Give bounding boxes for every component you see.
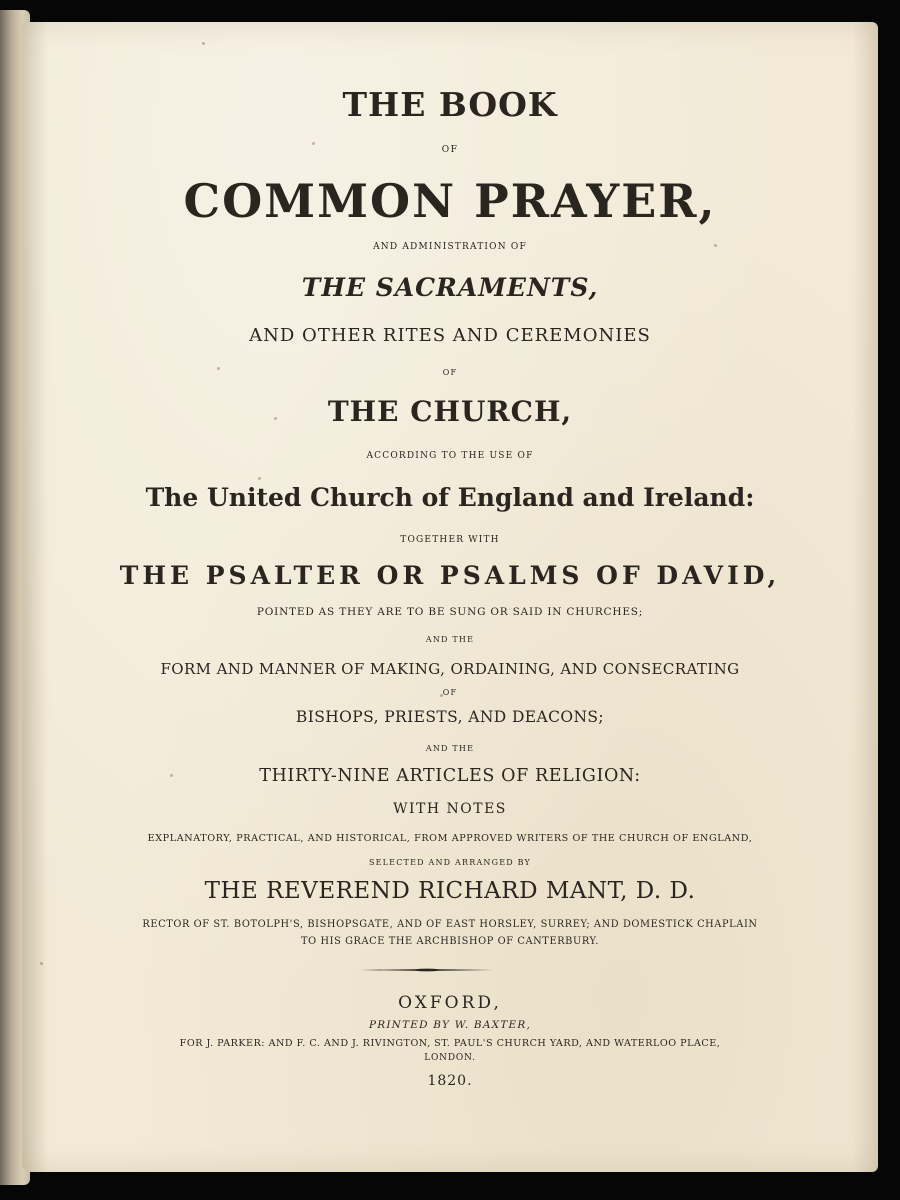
title-line-form-and-manner: FORM AND MANNER OF MAKING, ORDAINING, AND CONSECRATING: [160, 660, 740, 678]
title-line-with-notes: WITH NOTES: [393, 801, 507, 817]
title-line-rites: AND OTHER RITES AND CEREMONIES: [249, 325, 651, 346]
title-line-of-2: OF: [442, 368, 458, 377]
title-line-rector: RECTOR OF ST. BOTOLPH'S, BISHOPSGATE, AND OF EAST HORSLEY, SURREY; AND DOMESTICK CHAPLAIN: [142, 919, 758, 930]
title-line-pointed: POINTED AS THEY ARE TO BE SUNG OR SAID IN CHURCHES;: [256, 606, 644, 618]
imprint-city: LONDON.: [424, 1053, 476, 1063]
title-line-articles: THIRTY-NINE ARTICLES OF RELIGION:: [259, 766, 641, 786]
paper-speck: [258, 477, 261, 480]
title-line-common-prayer: COMMON PRAYER,: [183, 174, 717, 228]
title-line-administration: AND ADMINISTRATION OF: [373, 242, 527, 252]
imprint-printer: PRINTED BY W. BAXTER,: [368, 1019, 532, 1031]
paper-speck: [40, 962, 43, 965]
title-line-author: THE REVEREND RICHARD MANT, D. D.: [204, 878, 696, 904]
ornamental-rule: [360, 968, 494, 972]
title-line-chaplain: TO HIS GRACE THE ARCHBISHOP OF CANTERBURY.: [300, 936, 600, 947]
title-line-united-church: The United Church of England and Ireland:: [145, 483, 755, 512]
paper-speck: [440, 694, 443, 697]
paper-speck: [312, 142, 315, 145]
paper-speck: [202, 42, 205, 45]
imprint-publishers: FOR J. PARKER: AND F. C. AND J. RIVINGTON, ST. PAUL'S CHURCH YARD, AND WATERLOO PLACE,: [179, 1038, 721, 1049]
paper-speck: [170, 774, 173, 777]
title-line-selected: SELECTED AND ARRANGED BY: [368, 858, 532, 867]
title-line-according: ACCORDING TO THE USE OF: [366, 451, 534, 461]
title-line-of-3: OF: [442, 688, 458, 697]
paper-speck: [274, 417, 277, 420]
paper-speck: [217, 367, 220, 370]
title-line-the-book: THE BOOK: [342, 85, 558, 124]
title-page: [22, 22, 878, 1172]
title-line-sacraments: THE SACRAMENTS,: [301, 273, 599, 302]
title-line-psalter: THE PSALTER OR PSALMS OF DAVID,: [119, 561, 781, 590]
paper-speck: [714, 244, 717, 247]
title-line-explanatory: EXPLANATORY, PRACTICAL, AND HISTORICAL, FROM APPROVED WRITERS OF THE CHURCH OF ENGLAND,: [147, 833, 753, 844]
title-line-the-church: THE CHURCH,: [327, 395, 573, 428]
title-line-together-with: TOGETHER WITH: [400, 535, 500, 545]
imprint-place: OXFORD,: [398, 993, 502, 1013]
title-line-and-the: AND THE: [425, 635, 475, 644]
title-line-and-the-2: AND THE: [425, 744, 475, 753]
title-line-of: OF: [441, 145, 459, 155]
imprint-year: 1820.: [427, 1073, 473, 1089]
title-line-bishops: BISHOPS, PRIESTS, AND DEACONS;: [295, 708, 605, 726]
